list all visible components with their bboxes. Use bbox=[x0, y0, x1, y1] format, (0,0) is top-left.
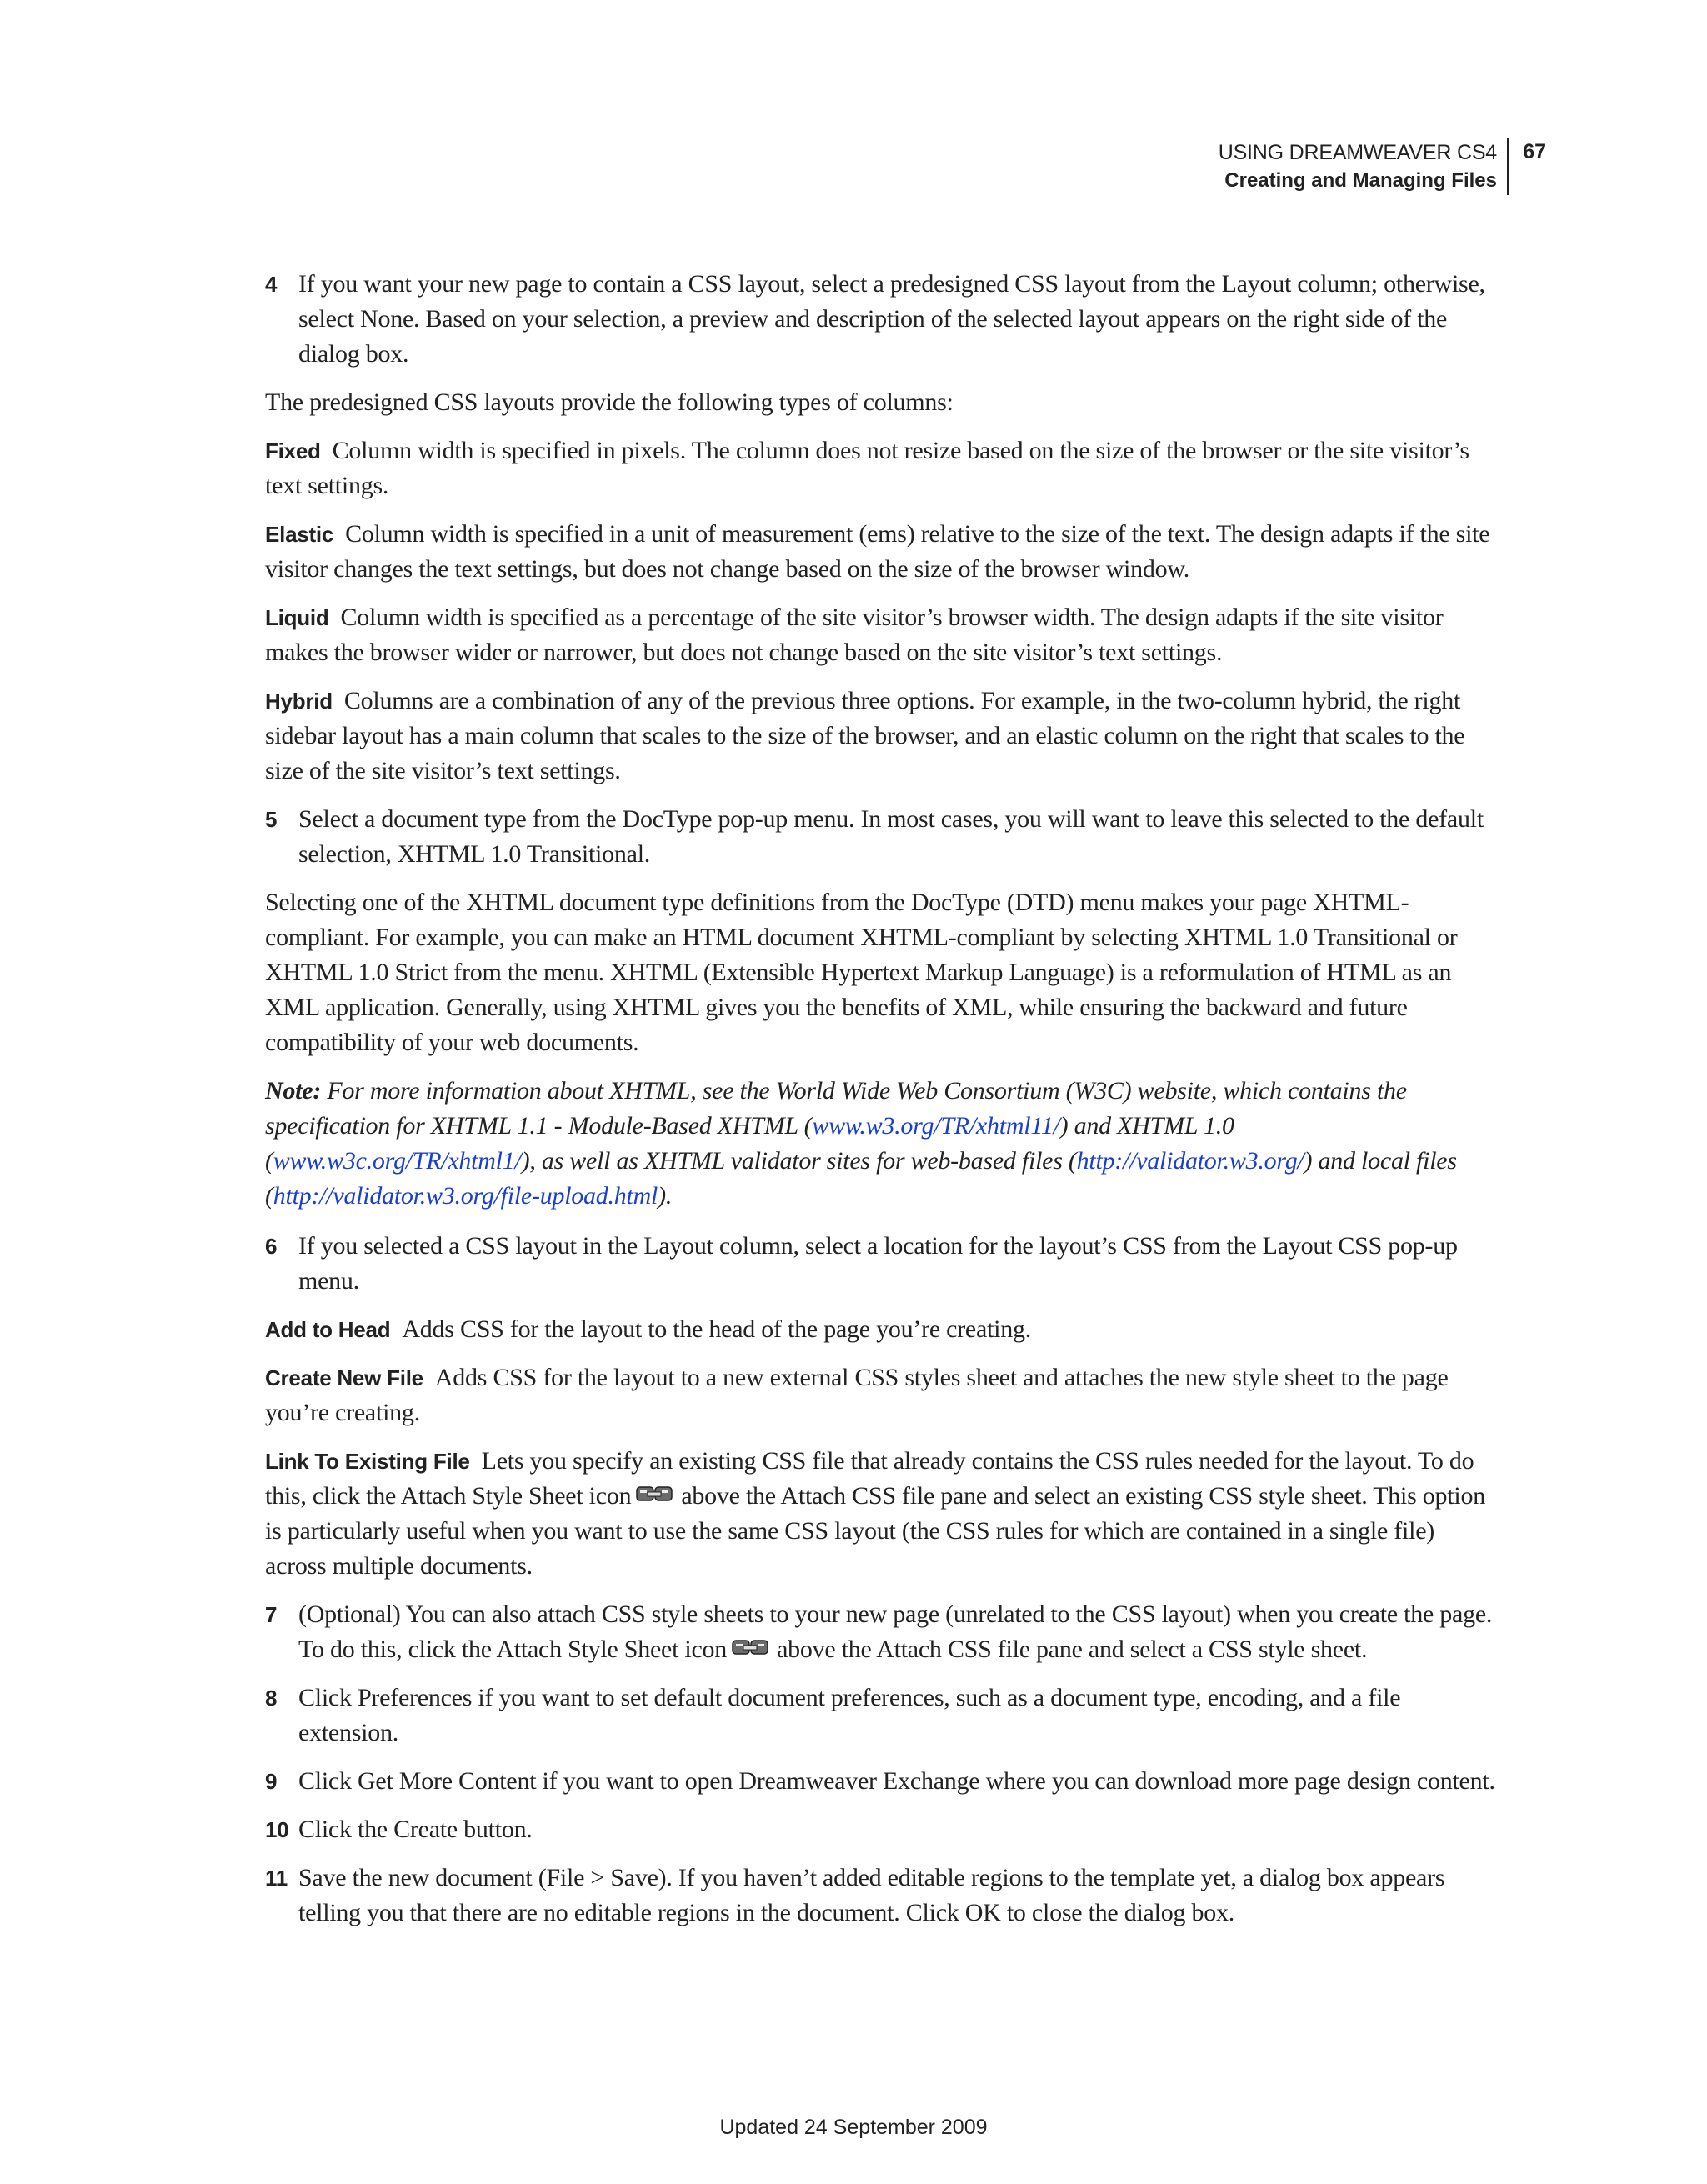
column-type-hybrid bbox=[265, 684, 1499, 789]
page-content bbox=[265, 267, 1499, 1944]
step-7 bbox=[265, 1597, 1499, 1667]
step-number: 9 bbox=[265, 1769, 278, 1794]
header-text bbox=[1219, 138, 1509, 195]
option-link-existing-file bbox=[265, 1444, 1499, 1584]
term-description: Column width is specified in pixels. The column does not resize based on the size of the browser or the site visitor’s text settings. bbox=[265, 437, 1469, 499]
attach-style-sheet-icon bbox=[636, 1480, 673, 1502]
step-text-after: above the Attach CSS file pane and select a CSS style sheet. bbox=[777, 1635, 1368, 1663]
step-text: Save the new document (File > Save). If you haven’t added editable regions to the template yet, a dialog box appears telling you that there are no editable regions in the document. Click OK to close the dialog box. bbox=[298, 1864, 1445, 1926]
term-description: Column width is specified in a unit of measurement (ems) relative to the size of the text. The design adapts if the site visitor changes the text settings, but does not change based on the size of the browser window. bbox=[265, 520, 1490, 583]
step-number: 7 bbox=[265, 1602, 278, 1627]
step-text-before: (Optional) You can also attach CSS style sheets to your new page (unrelated to the CSS layout) when you create the page. To do this, click the Attach Style Sheet icon bbox=[298, 1600, 1493, 1663]
term-description: Column width is specified as a percentage of the site visitor’s browser width. The design adapts if the site visitor makes the browser wider or narrower, but does not change based on the site visitor’s text settings. bbox=[265, 604, 1444, 666]
note-label: Note: bbox=[265, 1077, 322, 1105]
step-number: 6 bbox=[265, 1234, 278, 1259]
term-description-after: above the Attach CSS file pane and select an existing CSS style sheet. This option is particularly useful when you want to use the same CSS layout (the CSS rules for which are contained in a single file) across multiple documents. bbox=[265, 1482, 1485, 1580]
step-text: If you selected a CSS layout in the Layout column, select a location for the layout’s CSS from the Layout CSS pop-up menu. bbox=[298, 1232, 1458, 1295]
step-text: Click the Create button. bbox=[298, 1816, 533, 1843]
step-5 bbox=[265, 802, 1499, 872]
step-text: Click Preferences if you want to set default document preferences, such as a document type, encoding, and a file extension. bbox=[298, 1684, 1401, 1746]
note-text-3: ), as well as XHTML validator sites for web-based files ( bbox=[521, 1147, 1077, 1175]
step-4 bbox=[265, 267, 1499, 372]
term-label: Fixed bbox=[265, 438, 321, 463]
xhtml-paragraph: Selecting one of the XHTML document type definitions from the DocType (DTD) menu makes your page XHTML-compliant. For example, you can make an HTML document XHTML-compliant by selecting XHTML 1.0 Transitional or XHTML 1.0 Strict from the menu. XHTML (Extensible Hypertext Markup Language) is a reformulation of HTML as an XML application. Generally, using XHTML gives you the benefits of XML, while ensuring the backward and future compatibility of your web documents. bbox=[265, 889, 1458, 1056]
note-text-4: ) and local files ( bbox=[265, 1147, 1457, 1210]
step-10 bbox=[265, 1812, 1499, 1847]
step-11 bbox=[265, 1861, 1499, 1931]
term-description: Adds CSS for the layout to a new external CSS styles sheet and attaches the new style sheet to the page you’re creating. bbox=[265, 1364, 1449, 1426]
term-label: Elastic bbox=[265, 522, 334, 547]
term-label: Link To Existing File bbox=[265, 1449, 470, 1474]
column-type-liquid bbox=[265, 600, 1499, 670]
term-label: Create New File bbox=[265, 1365, 423, 1390]
term-label: Liquid bbox=[265, 605, 329, 630]
step-number: 4 bbox=[265, 272, 278, 297]
option-add-to-head bbox=[265, 1312, 1499, 1347]
step-number: 5 bbox=[265, 807, 278, 832]
term-label: Add to Head bbox=[265, 1317, 391, 1342]
term-label: Hybrid bbox=[265, 689, 333, 714]
link-validator-file-upload[interactable]: http://validator.w3.org/file-upload.html bbox=[273, 1182, 658, 1210]
link-validator[interactable]: http://validator.w3.org/ bbox=[1076, 1147, 1304, 1175]
link-xhtml11[interactable]: www.w3.org/TR/xhtml11/ bbox=[812, 1112, 1060, 1140]
step-number: 11 bbox=[265, 1866, 288, 1891]
term-description: Columns are a combination of any of the previous three options. For example, in the two-column hybrid, the right sidebar layout has a main column that scales to the size of the browser, and an elastic column on the right that scales to the size of the site visitor’s text settings. bbox=[265, 687, 1465, 784]
column-type-fixed bbox=[265, 433, 1499, 503]
attach-style-sheet-icon bbox=[732, 1634, 768, 1656]
running-header bbox=[1219, 138, 1509, 195]
step-text: Select a document type from the DocType pop-up menu. In most cases, you will want to leave this selected to the default selection, XHTML 1.0 Transitional. bbox=[298, 805, 1484, 868]
link-xhtml1[interactable]: www.w3c.org/TR/xhtml1/ bbox=[273, 1147, 522, 1175]
step-text: Click Get More Content if you want to open Dreamweaver Exchange where you can download more page design content. bbox=[298, 1767, 1495, 1795]
term-description-before: Lets you specify an existing CSS file that already contains the CSS rules needed for the layout. To do this, click the Attach Style Sheet icon bbox=[265, 1447, 1474, 1510]
book-title: USING DREAMWEAVER CS4 bbox=[1218, 141, 1497, 164]
step-9 bbox=[265, 1764, 1499, 1799]
note-text-5: ). bbox=[658, 1182, 673, 1210]
columns-intro: The predesigned CSS layouts provide the following types of columns: bbox=[265, 388, 954, 416]
note-text-1: For more information about XHTML, see the World Wide Web Consortium (W3C) website, which contains the specification for XHTML 1.1 - Module-Based XHTML ( bbox=[265, 1077, 1407, 1140]
option-create-new-file bbox=[265, 1360, 1499, 1430]
column-type-elastic bbox=[265, 517, 1499, 587]
step-8 bbox=[265, 1681, 1499, 1751]
page-footer: Updated 24 September 2009 bbox=[719, 2116, 988, 2139]
page-number: 67 bbox=[1523, 140, 1546, 163]
step-number: 10 bbox=[265, 1817, 289, 1842]
step-number: 8 bbox=[265, 1686, 278, 1711]
term-description: Adds CSS for the layout to the head of the page you’re creating. bbox=[402, 1315, 1031, 1343]
step-text: If you want your new page to contain a CSS layout, select a predesigned CSS layout from the Layout column; otherwise, select None. Based on your selection, a preview and description of the selected layout appears on the right side of the dialog box. bbox=[298, 270, 1485, 368]
step-6 bbox=[265, 1229, 1499, 1299]
chapter-title: Creating and Managing Files bbox=[1224, 169, 1497, 192]
note bbox=[265, 1074, 1499, 1214]
note-text-2: ) and XHTML 1.0 ( bbox=[265, 1112, 1234, 1175]
